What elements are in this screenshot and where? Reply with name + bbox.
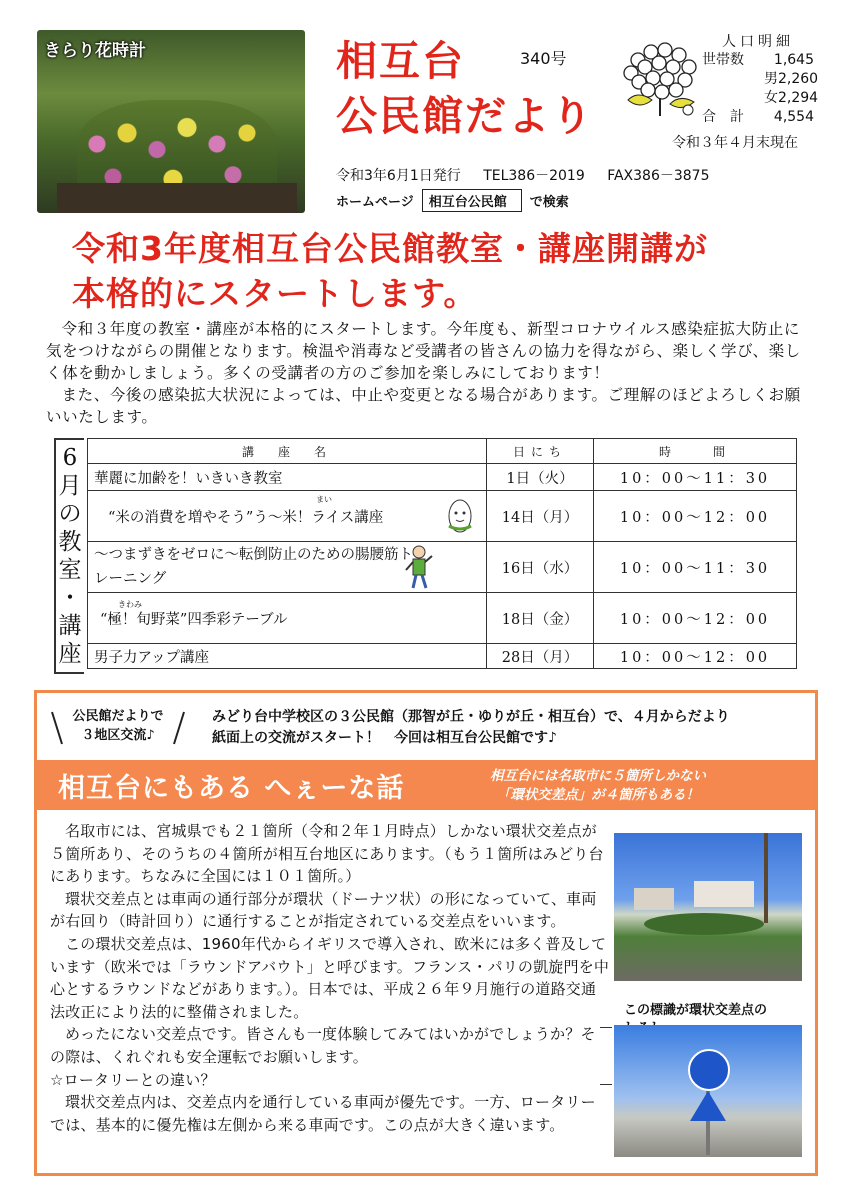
planter-base: [57, 183, 297, 213]
caption-pointer: [600, 1084, 612, 1085]
header-date: 日にち: [487, 439, 594, 464]
table-row: 男子力アップ講座 28日（月） 10：00～12：00: [88, 644, 797, 669]
homepage-search: [336, 189, 569, 212]
table-row: きわみ “極！旬野菜”四季彩テーブル 18日（金） 10：00～12：00: [88, 593, 797, 644]
hp-suffix: で検索: [529, 195, 569, 210]
roundabout-sign-icon: [688, 1049, 730, 1091]
caption-pointer: [600, 1027, 612, 1028]
population-row: 男 2,260: [764, 71, 819, 87]
population-row: 女 2,294: [764, 90, 819, 106]
headline: [72, 226, 708, 316]
headline-line1: 令和3年度相互台公民館教室・講座開講が: [72, 229, 708, 268]
table-row: ～つまずきをゼロに～転倒防止のための腸腰筋トレーニング 16日（水） 10：00～11：30: [88, 542, 797, 593]
tree: [764, 833, 768, 923]
intro-text: [46, 318, 806, 428]
issue-info: [336, 165, 728, 185]
ruby-kiwami: きわみ: [118, 600, 142, 609]
title-line1: 相互台: [336, 37, 465, 85]
issue-number: 340号: [520, 49, 567, 68]
article-paragraph: めったにない交差点です。皆さんも一度体験してみてはいかがでしょうか？その際は、くれぐれも安全運転でお願いします。: [50, 1025, 596, 1066]
population-row: 世帯数 1,645: [702, 52, 814, 68]
headline-line2: 本格的にスタートします。: [72, 274, 478, 313]
feature-article: [50, 820, 610, 1136]
house: [634, 888, 674, 910]
feature-subtitle: 相互台には名取市に５箇所しかない 「環状交差点」が４箇所もある！: [490, 768, 706, 803]
article-paragraph: 名取市には、宮城県でも２１箇所（令和２年１月時点）しかない環状交差点が５箇所あり、そのうちの４箇所が相互台地区にあります。（もう１箇所はみどり台にあります。ちなみに全国には１０１箇所。）: [50, 822, 604, 886]
population-row: 合 計 4,554: [702, 109, 814, 125]
table-row: 華麗に加齢を！いきいき教室 1日（火） 10：00～11：30: [88, 464, 797, 491]
hp-prefix: ホームページ: [336, 195, 414, 210]
photo-label: きらり花時計: [44, 41, 146, 61]
phone-number: TEL386－2019: [483, 168, 585, 184]
article-paragraph: 環状交差点とは車両の通行部分が環状（ドーナツ状）の形になっていて、車両が右回り（時計回り）に通行することが指定されている交差点をいいます。: [50, 889, 597, 931]
hydrangea-icon: [618, 38, 704, 120]
course-name: “米の消費を増やそう”う～米！ライス講座: [108, 509, 384, 526]
issue-date: 令和3年6月1日発行: [336, 168, 461, 184]
intro-paragraph: また、今後の感染拡大状況によっては、中止や変更となる場合があります。ご理解のほどよろしくお願いいたします。: [46, 386, 801, 426]
header-time: 時 間: [594, 439, 797, 464]
rice-mascot-icon: [442, 496, 478, 536]
crosswalk-sign-icon: [690, 1091, 726, 1121]
exchange-tag: 公民館だよりで ３地区交流♪: [72, 709, 164, 743]
article-subheading: ☆ロータリーとの違い？: [50, 1070, 216, 1089]
population-stats: [702, 31, 819, 127]
population-as-of: 令和３年４月末現在: [672, 135, 798, 151]
roundabout-sign-photo: [614, 1025, 802, 1157]
exercising-person-icon: [404, 544, 434, 590]
house: [694, 881, 754, 907]
fax-number: FAX386－3875: [607, 168, 710, 184]
roundabout-island: [644, 913, 764, 935]
feature-title: 相互台にもある へぇーな話: [58, 773, 405, 804]
table-row: まい “米の消費を増やそう”う～米！ライス講座 14日（月） 10：00～12：00: [88, 491, 797, 542]
roundabout-photo: [614, 833, 802, 981]
article-paragraph: この環状交差点は、1960年代からイギリスで導入され、欧米には多く普及しています（欧米では「ラウンドアバウト」と呼びます。フランス・パリの凱旋門を中心とするラウンドなどがあります。）。日本では、平成２６年９月施行の道路交通法改正により法的に整備されました。: [50, 934, 610, 1021]
table-header-row: [88, 439, 797, 464]
course-name: “極！旬野菜”四季彩テーブル: [100, 611, 288, 628]
population-heading: 人口明細: [722, 34, 794, 50]
hp-search-keyword: 相互台公民館: [422, 189, 522, 212]
schedule-side-title: 6 月 の 教 室 ・ 講 座: [54, 438, 84, 674]
schedule-table: [87, 438, 797, 669]
title-line2: 公民館だより: [336, 92, 594, 140]
header-course: 講 座 名: [88, 439, 487, 464]
exchange-text: みどり台中学校区の３公民館（那智が丘・ゆりが丘・相互台）で、４月からだより 紙面上の交流がスタート！ 今回は相互台公民館です♪: [212, 709, 730, 746]
intro-paragraph: 令和３年度の教室・講座が本格的にスタートします。今年度も、新型コロナウイルス感染症拡大防止に気をつけながらの開催となります。検温や消毒など受講者の皆さんの協力を得ながら、楽しく学び、楽しく体を動かしましょう。多くの受講者の方のご参加を楽しみにしております！: [46, 320, 801, 382]
ruby-mai: まい: [316, 495, 332, 504]
course-name: ～つまずきをゼロに～転倒防止のための腸腰筋トレーニング: [94, 547, 413, 587]
sign-caption: この標識が環状交差点の: [624, 1003, 768, 1018]
article-paragraph: 環状交差点内は、交差点内を通行している車両が優先です。一方、ロータリーでは、基本的に優先権は左側から来る車両です。この点が大きく違います。: [50, 1093, 596, 1134]
